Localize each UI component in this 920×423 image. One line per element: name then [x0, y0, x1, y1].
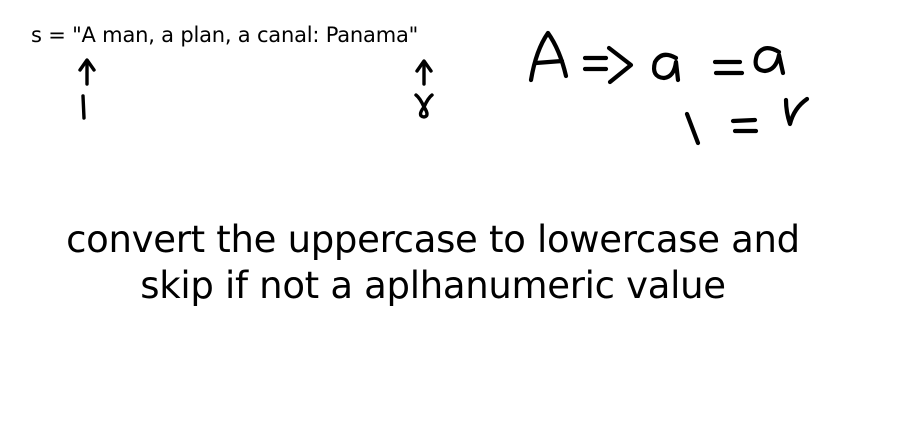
right-pointer-arrow: [417, 61, 431, 84]
right-pointer-label: [416, 95, 432, 117]
caption-line-2: skip if not a aplhanumeric value: [140, 264, 726, 307]
caption-line-1: convert the uppercase to lowercase and: [66, 218, 800, 261]
left-pointer-label: [83, 96, 84, 118]
left-pointer-arrow: [80, 60, 94, 84]
input-string-text: s = "A man, a plan, a canal: Panama": [31, 23, 419, 47]
note-line-2: [687, 99, 807, 143]
note-line-1: [531, 33, 783, 82]
